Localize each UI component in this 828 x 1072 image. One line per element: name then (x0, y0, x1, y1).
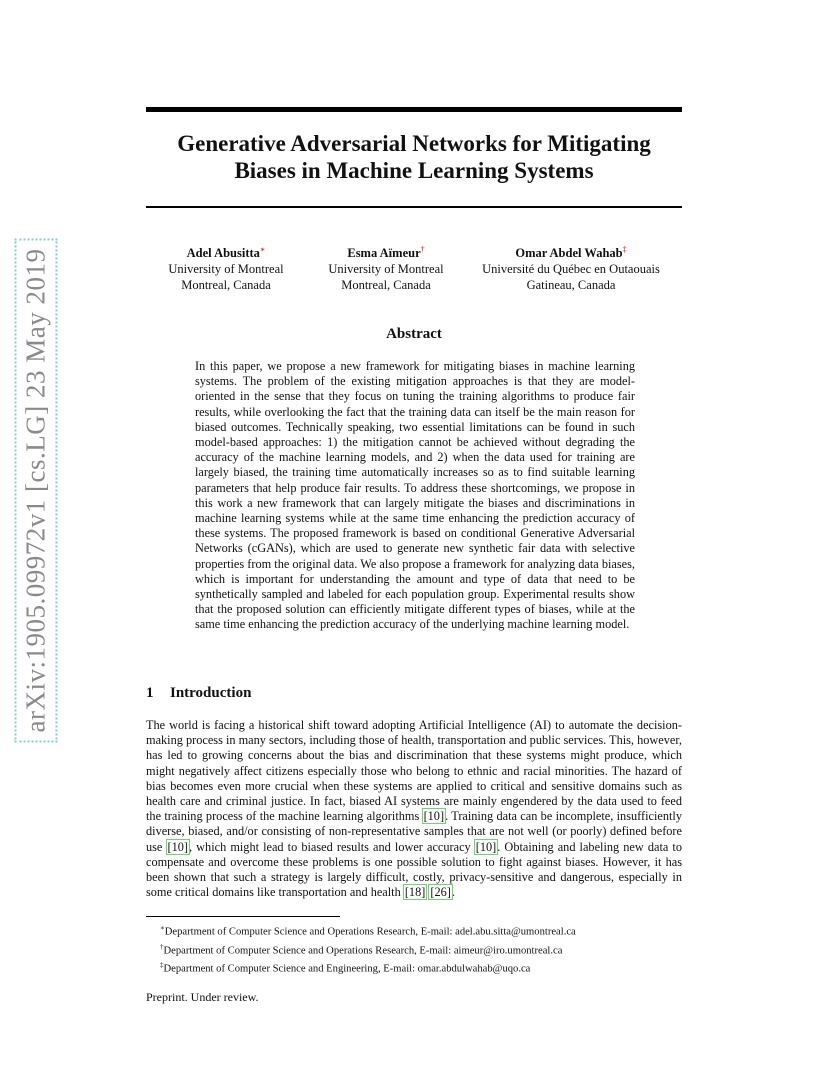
author-name: Omar Abdel Wahab (515, 246, 623, 261)
arxiv-stamp (14, 240, 58, 740)
intro-text-2: . Training data can be incomplete, insufficiently diverse, biased, and/or consisting of non-representative samples that are not well (or poorly) defined before use (146, 809, 682, 854)
author-3 (466, 242, 676, 293)
footnote-mark: † (160, 942, 164, 951)
author-location: Montreal, Canada (181, 278, 271, 293)
author-affiliation: University of Montreal (168, 262, 284, 277)
footnote-mark: ∗ (160, 924, 165, 932)
footnote-text: Department of Computer Science and Operations Research, E-mail: aimeur@iro.umontreal.ca (163, 945, 563, 957)
intro-text-3: , which might lead to biased results and lower accuracy (189, 839, 475, 854)
footnote-2 (160, 940, 680, 959)
introduction-paragraph (146, 718, 682, 900)
section-heading-introduction (146, 685, 682, 702)
footnote-text: Department of Computer Science and Operations Research, E-mail: adel.abu.sitta@umontreal.ca (164, 926, 576, 938)
arxiv-identifier[interactable]: arXiv:1905.09972v1 [cs.LG] 23 May 2019 (21, 244, 52, 736)
citation-link[interactable]: [26] (430, 885, 451, 900)
footnote-rule (146, 916, 340, 917)
author-location: Gatineau, Canada (526, 278, 616, 293)
section-title: Introduction (170, 685, 252, 701)
title-bottom-rule (146, 206, 682, 208)
intro-text-1: The world is facing a historical shift toward adopting Artificial Intelligence (AI) to automate the decision-making process in many sectors, including those of health, transportation and public services. This, however, has led to growing concerns about the bias and discrimination that these systems might produce, which might negatively affect citizens especially those who belong to ethnic and racial minorities. The hazard of bias becomes even more crucial when these systems are applied to critical and sensitive domains such as health care and criminal justice. In fact, biased AI systems are mainly engendered by the data used to feed the training process of the machine learning algorithms (146, 718, 682, 824)
author-footnote-mark[interactable]: † (420, 245, 425, 254)
author-affiliation: Université du Québec en Outaouais (482, 262, 660, 277)
footnote-mark: ‡ (160, 961, 164, 970)
footnote-text: Department of Computer Science and Engineering, E-mail: omar.abdulwahab@uqo.ca (163, 963, 531, 975)
author-footnote-mark[interactable]: ‡ (622, 245, 627, 254)
paper-title: Generative Adversarial Networks for Mitigating Biases in Machine Learning Systems (177, 131, 651, 183)
author-1 (151, 242, 301, 293)
author-affiliation: University of Montreal (328, 262, 444, 277)
abstract-heading: Abstract (386, 326, 442, 342)
intro-text-6: . (451, 885, 455, 900)
author-2 (311, 242, 461, 293)
intro-text-4: . Obtaining and labeling new data to compensate and overcome these problems is one possible solution to fight against biases. However, it has been shown that such a strategy is largely difficult, costly, privacy-sensitive and dangerous, especially in some critical domains like transportation and health (146, 839, 682, 900)
author-footnote-mark[interactable]: ∗ (259, 245, 266, 254)
footnote-3 (160, 958, 680, 977)
author-name: Adel Abusitta (186, 246, 260, 261)
preprint-note: Preprint. Under review. (146, 990, 259, 1004)
author-location: Montreal, Canada (341, 278, 431, 293)
citation-link[interactable]: [18] (404, 885, 426, 900)
citation-link[interactable]: [10] (423, 809, 445, 824)
citation-link[interactable]: [10] (475, 839, 497, 854)
citation-link[interactable]: [10] (167, 839, 188, 854)
section-number: 1 (146, 685, 154, 701)
footnotes (160, 921, 680, 977)
title-top-rule (146, 107, 682, 112)
abstract-text: In this paper, we propose a new framework for mitigating biases in machine learning systems. The problem of the existing mitigation approaches is that they are model-oriented in the sense that they focus on tuning the training algorithms to produce fair results, while overlooking the fact that the training data can itself be the main reason for biased outcomes. Technically speaking, two essential limitations can be found in such model-based approaches: 1) the mitigation cannot be achieved without degrading the accuracy of the machine learning models, and 2) when the data used for training are largely biased, the training time automatically increases so as to find suitable learning parameters that help produce fair results. To address these shortcomings, we propose in this work a new framework that can largely mitigate the biases and discriminations in machine learning systems while at the same time enhancing the prediction accuracy of these systems. The proposed framework is based on conditional Generative Adversarial Networks (cGANs), which are used to generate new synthetic fair data with selective properties from the original data. We also propose a framework for analyzing data biases, which is important for understanding the amount and type of data that need to be synthetically sampled and labeled for each population group. Experimental results show that the proposed solution can efficiently mitigate different types of biases, while at the same time enhancing the prediction accuracy of the underlying machine learning model. (195, 359, 635, 632)
author-name: Esma Aïmeur (347, 246, 421, 261)
footnote-1 (160, 921, 680, 940)
